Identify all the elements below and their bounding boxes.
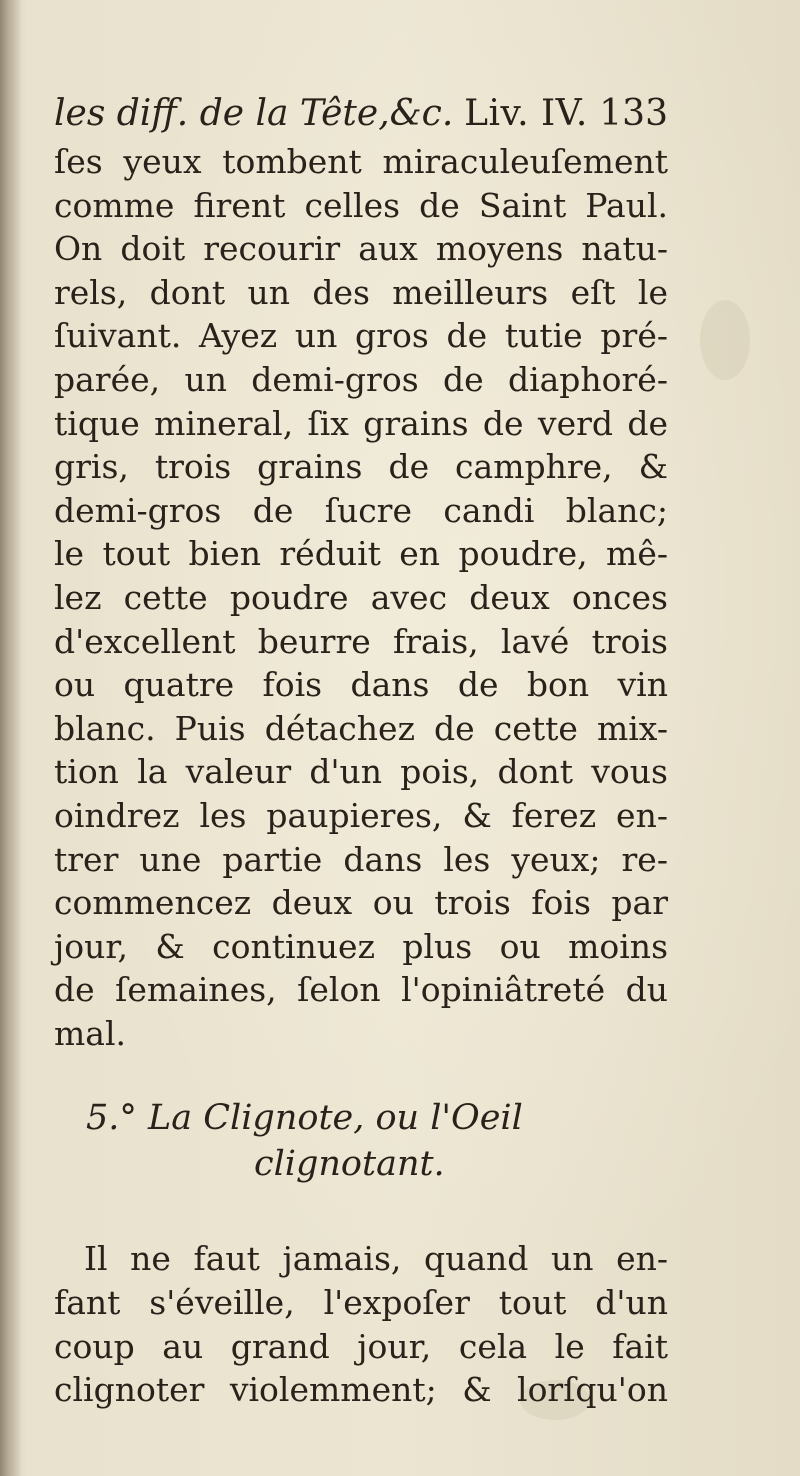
text-line: Il ne faut jamais, quand un en- (84, 1239, 668, 1279)
text-line: demi-gros de ſucre candi blanc; (54, 490, 668, 530)
text-line: On doit recourir aux moyens natu- (54, 229, 668, 269)
paragraph-2 (54, 1237, 668, 1411)
text-block (54, 92, 668, 1412)
text-line: ou quatre fois dans de bon vin (54, 665, 668, 705)
section-heading-continued: clignotant. (254, 1144, 445, 1185)
text-line: tique mineral, ſix grains de verd de (54, 403, 668, 443)
text-line: ſes yeux tombent miraculeuſement (54, 142, 668, 181)
text-line: lez cette poudre avec deux onces (54, 577, 668, 617)
text-line: gris, trois grains de camphre, & (54, 447, 668, 487)
text-line: mal. (54, 1013, 127, 1053)
running-head-title: les diff. de la Tête,&c. (54, 93, 454, 134)
text-line: jour, & continuez plus ou moins (54, 926, 668, 966)
page-number: 133 (599, 93, 668, 134)
text-line: de ſemaines, ſelon l'opiniâtreté du (54, 970, 668, 1010)
text-line: le tout bien réduit en poudre, mê- (54, 534, 668, 574)
text-line: tion la valeur d'un pois, dont vous (54, 752, 668, 792)
text-line: blanc. Puis détachez de cette mix- (54, 708, 668, 748)
text-line: rels, dont un des meilleurs eſt le (54, 272, 668, 312)
running-head-right (464, 92, 668, 136)
text-line: comme firent celles de Saint Paul. (54, 185, 668, 225)
text-line: ſuivant. Ayez un gros de tutie pré- (54, 316, 668, 356)
section-heading: 5.° La Clignote, ou l'Oeil (86, 1098, 523, 1139)
text-line: trer une partie dans les yeux; re- (54, 839, 668, 879)
running-head (54, 92, 668, 140)
text-line: coup au grand jour, cela le fait (54, 1326, 668, 1366)
text-line: fant s'éveille, l'expoſer tout d'un (54, 1283, 668, 1323)
paper-stain (700, 300, 750, 380)
text-line: clignoter violemment; & lorſqu'on (54, 1370, 668, 1410)
text-line: parée, un demi-gros de diaphoré- (54, 359, 668, 399)
text-line: oindrez les paupieres, & ferez en- (54, 795, 668, 835)
text-line: commencez deux ou trois fois par (54, 883, 668, 923)
running-head-book: Liv. IV. (464, 93, 588, 134)
gutter-shadow (0, 0, 22, 1476)
text-line: d'excellent beurre frais, lavé trois (54, 621, 668, 661)
paragraph-1 (54, 140, 668, 1055)
